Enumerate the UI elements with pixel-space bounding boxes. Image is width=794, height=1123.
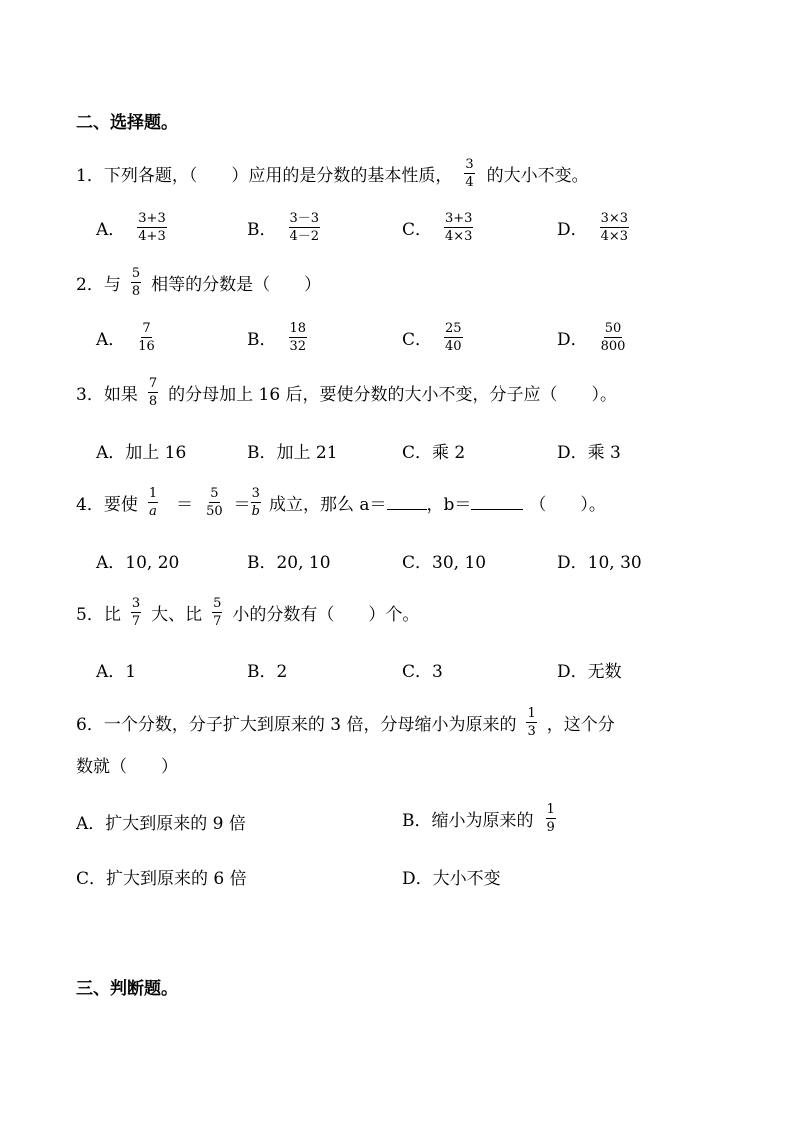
equals-sign: ＝ bbox=[176, 494, 194, 515]
option-d[interactable]: D． $\frac{50}{800}$ bbox=[557, 320, 626, 354]
answer-blank-b[interactable] bbox=[471, 508, 523, 510]
question-text: 相等的分数是（ ） bbox=[151, 274, 322, 295]
option-b[interactable]: B． $\frac{18}{32}$ bbox=[247, 320, 307, 354]
option-d[interactable]: D．大小不变 bbox=[402, 869, 501, 889]
question-text: 2．与 bbox=[76, 274, 121, 295]
option-d[interactable]: D．10, 30 bbox=[557, 553, 642, 573]
fraction: $\frac{3}{4}$ bbox=[465, 156, 474, 190]
option-b[interactable]: B．2 bbox=[247, 662, 288, 682]
option-c[interactable]: C． $\frac{3+3}{4\times 3}$ bbox=[402, 210, 473, 244]
fraction: $\frac{5}{50}$ bbox=[206, 485, 223, 519]
section-heading-choice: 二、选择题。 bbox=[76, 113, 178, 133]
section-heading-judgement: 三、判断题。 bbox=[76, 979, 178, 999]
question-text: 成立，那么 a＝ bbox=[268, 494, 387, 515]
fraction: $\frac{5}{7}$ bbox=[213, 595, 222, 629]
question-text: （ ）。 bbox=[529, 494, 606, 515]
question-text: ，b＝ bbox=[426, 494, 472, 515]
answer-blank-a[interactable] bbox=[387, 508, 427, 510]
option-a[interactable]: A． $\frac{7}{16}$ bbox=[96, 320, 155, 354]
fraction: $\frac{1}{3}$ bbox=[527, 705, 536, 739]
fraction: $\frac{7}{8}$ bbox=[148, 375, 158, 409]
question-text: 数就（ ） bbox=[76, 757, 178, 777]
question-text: 大、比 bbox=[151, 604, 203, 625]
question-text: 4．要使 bbox=[76, 494, 138, 515]
question-text: 的分母加上 16 后，要使分数的大小不变，分子应（ ）。 bbox=[168, 384, 618, 405]
option-a[interactable]: A．1 bbox=[96, 662, 137, 682]
question-text: 1．下列各题，（ ）应用的是分数的基本性质， bbox=[76, 165, 453, 186]
option-c[interactable]: C．乘 2 bbox=[402, 443, 466, 463]
fraction: $\frac{5}{8}$ bbox=[131, 265, 141, 299]
fraction: $\frac{1}{a}$ bbox=[148, 485, 158, 519]
question-6 bbox=[76, 704, 615, 740]
fraction: $\frac{3}{b}$ bbox=[251, 485, 260, 519]
option-a[interactable]: A．10, 20 bbox=[96, 553, 180, 573]
question-2 bbox=[76, 264, 321, 300]
option-c[interactable]: C．扩大到原来的 6 倍 bbox=[76, 869, 247, 889]
question-text: 6．一个分数，分子扩大到原来的 3 倍，分母缩小为原来的 bbox=[76, 714, 517, 735]
option-c[interactable]: C．3 bbox=[402, 662, 443, 682]
option-a[interactable]: A．扩大到原来的 9 倍 bbox=[76, 814, 246, 834]
option-c[interactable]: C．30, 10 bbox=[402, 553, 487, 573]
question-4 bbox=[76, 484, 606, 520]
question-text: ，这个分 bbox=[546, 714, 615, 735]
question-text: 3．如果 bbox=[76, 384, 138, 405]
question-text: 小的分数有（ ）个。 bbox=[232, 604, 420, 625]
equals-sign: ＝ bbox=[233, 494, 251, 515]
question-1 bbox=[76, 155, 589, 191]
question-text: 的大小不变。 bbox=[486, 165, 589, 186]
option-b[interactable]: B．20, 10 bbox=[247, 553, 331, 573]
fraction: $\frac{3}{7}$ bbox=[131, 595, 141, 629]
option-a[interactable]: A．加上 16 bbox=[96, 443, 187, 463]
option-d[interactable]: D．乘 3 bbox=[557, 443, 621, 463]
option-b[interactable]: B．加上 21 bbox=[247, 443, 338, 463]
question-text: 5．比 bbox=[76, 604, 121, 625]
option-c[interactable]: C． $\frac{25}{40}$ bbox=[402, 320, 462, 354]
question-5 bbox=[76, 594, 419, 630]
question-3 bbox=[76, 374, 617, 410]
option-b[interactable]: B．缩小为原来的 $\frac{1}{9}$ bbox=[402, 801, 555, 835]
option-d[interactable]: D．无数 bbox=[557, 662, 622, 682]
option-b[interactable]: B． $\frac{3-3}{4-2}$ bbox=[247, 210, 320, 244]
option-d[interactable]: D． $\frac{3\times 3}{4\times 3}$ bbox=[557, 210, 629, 244]
option-a[interactable]: A． $\frac{3+3}{4+3}$ bbox=[96, 210, 166, 244]
